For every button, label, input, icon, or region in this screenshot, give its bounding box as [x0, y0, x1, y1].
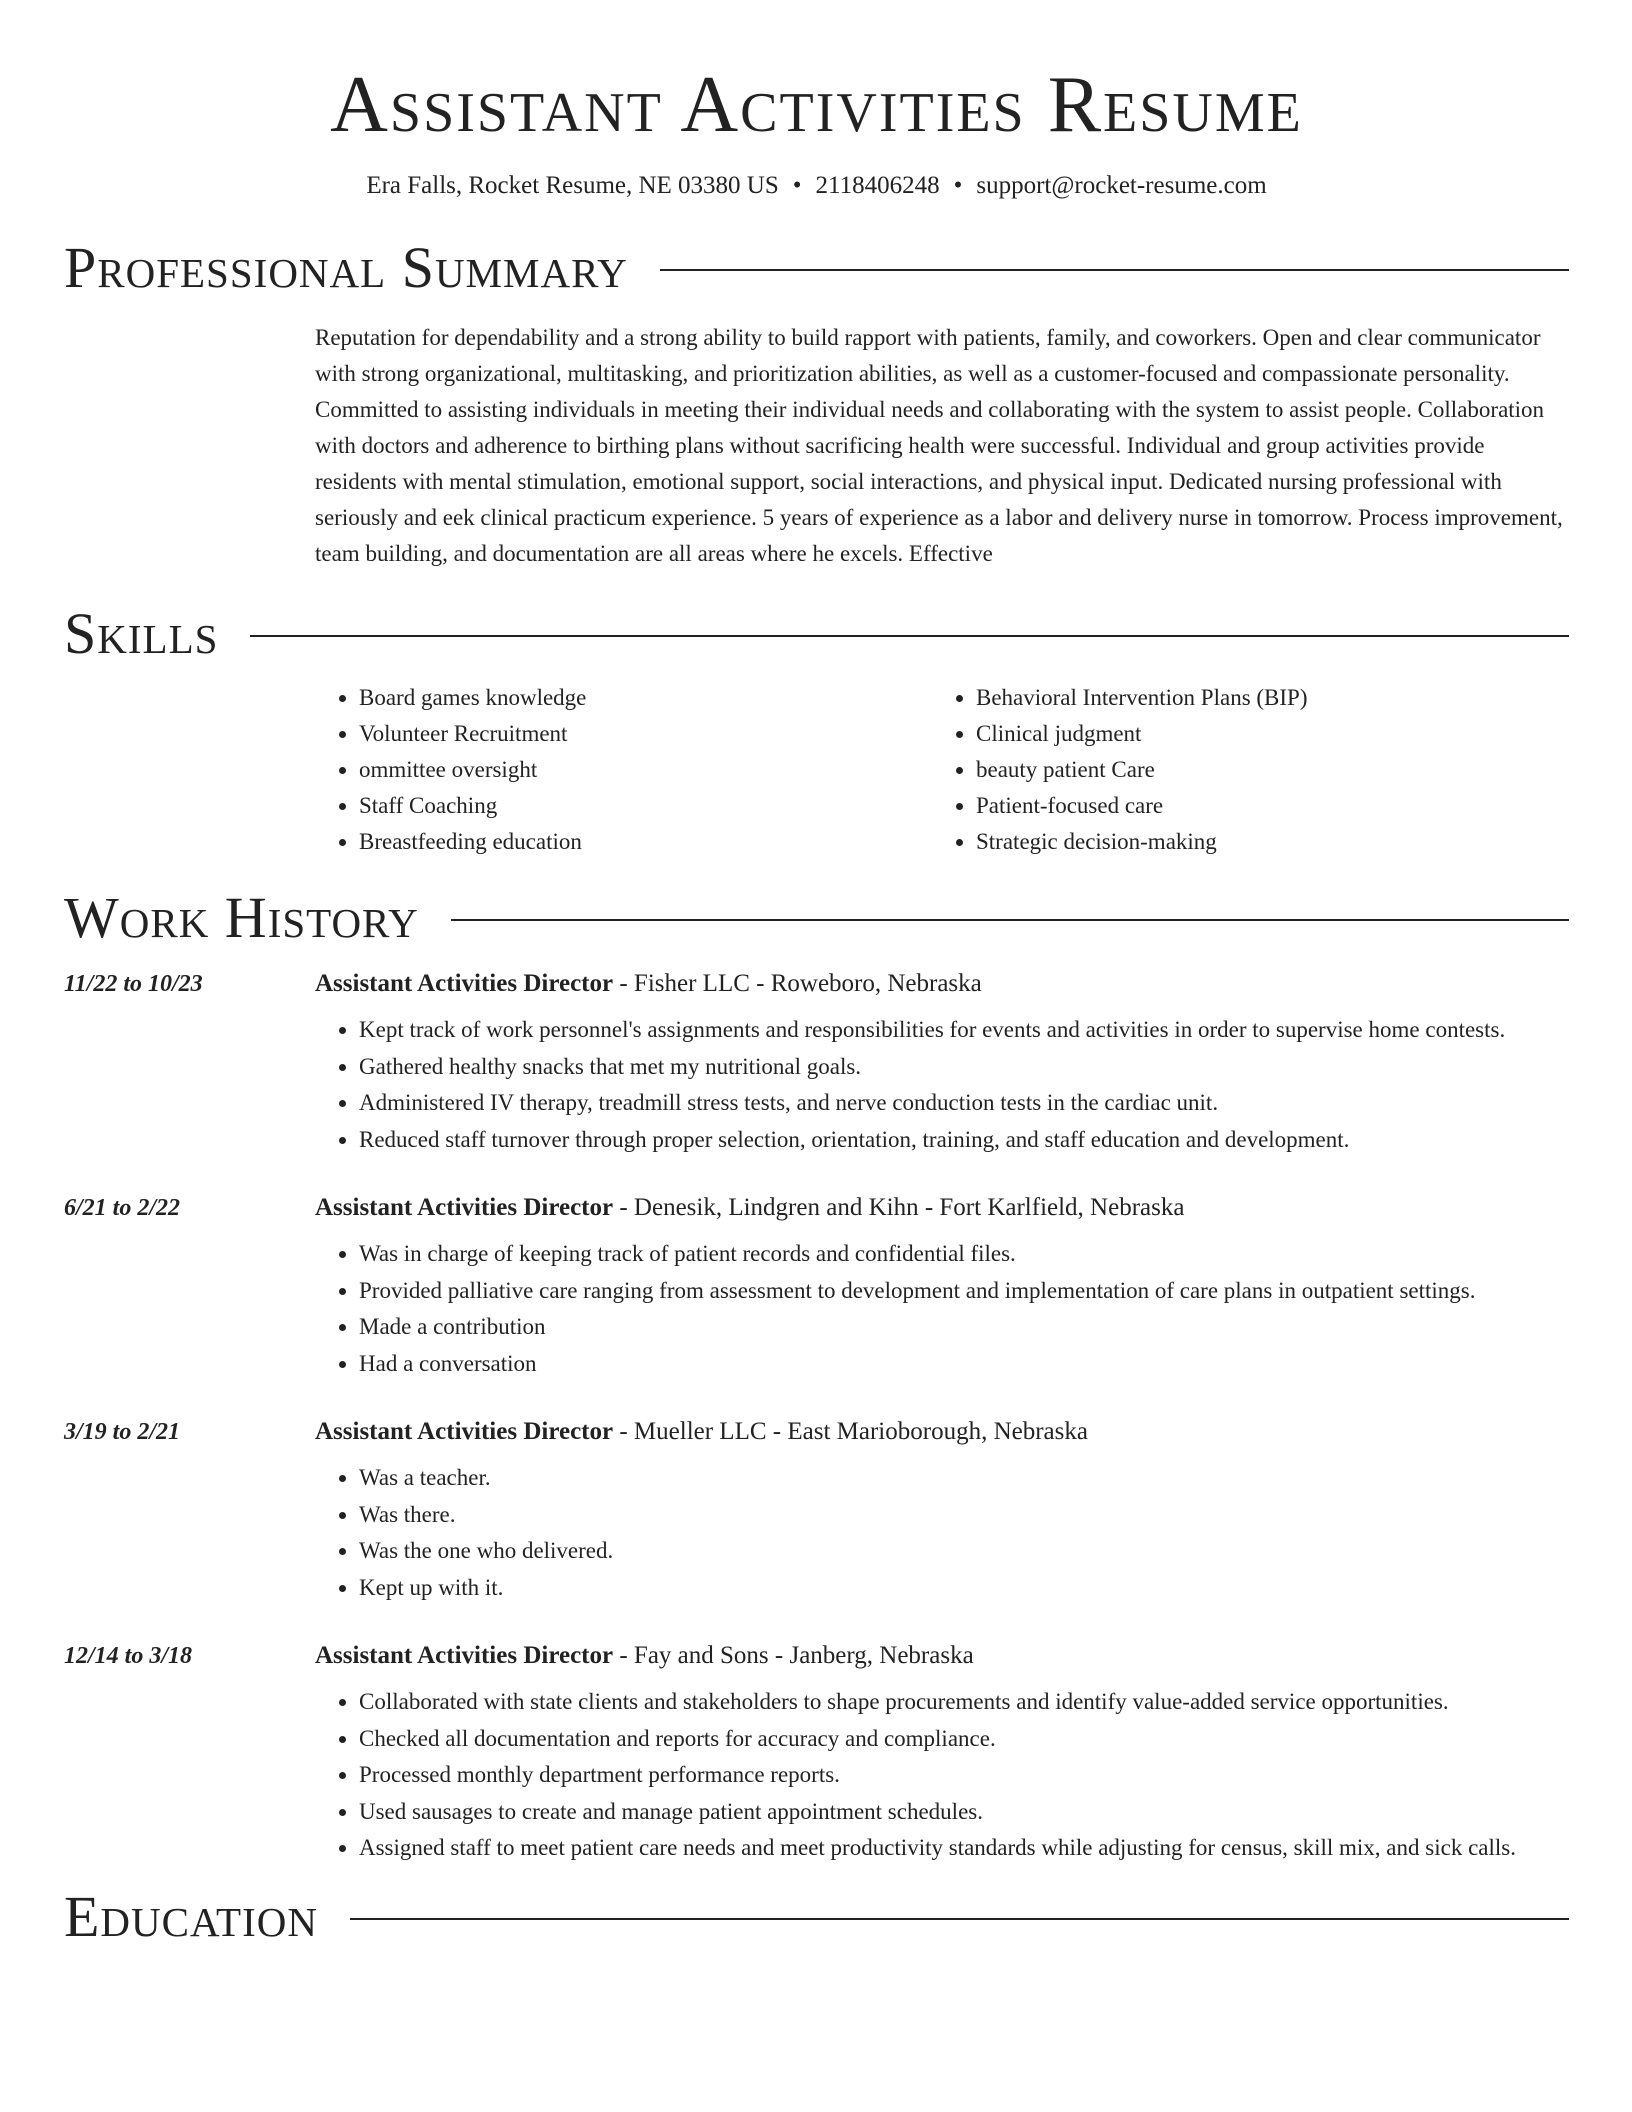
job-role: Assistant Activities Director: [315, 1418, 614, 1445]
section-rule: [660, 269, 1569, 271]
job-bullets: [315, 1684, 1569, 1867]
job-content: [315, 1636, 1569, 1867]
section-heading: Education: [64, 1883, 318, 1949]
job-dates: 3/19 to 2/21: [64, 1419, 181, 1445]
job-bullets: [315, 1012, 1569, 1158]
list-item: • Reduced staff turnover through proper selection, orientation, training, and staff education and development.: [359, 1122, 1569, 1159]
section-heading: Professional Summary: [64, 235, 628, 300]
contact-separator: •: [953, 172, 963, 199]
list-item: • Administered IV therapy, treadmill stress tests, and nerve conduction tests in the cardiac unit.: [359, 1085, 1569, 1122]
list-item: • Board games knowledge: [359, 680, 932, 716]
job-bullets: [315, 1236, 1569, 1382]
list-item: • Kept track of work personnel's assignments and responsibilities for events and activities in order to supervise home contests.: [359, 1012, 1569, 1049]
job-employer-location: - Denesik, Lindgren and Kihn - Fort Karlfield, Nebraska: [613, 1194, 1185, 1221]
job-dates: 11/22 to 10/23: [64, 971, 203, 997]
list-item: • Patient-focused care: [976, 788, 1549, 824]
job-heading: [315, 1412, 1569, 1452]
contact-phone: 2118406248: [815, 172, 940, 199]
list-item: • Was a teacher.: [359, 1460, 1569, 1497]
job-employer-location: - Fay and Sons - Janberg, Nebraska: [613, 1642, 974, 1669]
list-item: • Used sausages to create and manage patient appointment schedules.: [359, 1794, 1569, 1831]
list-item: • Had a conversation: [359, 1346, 1569, 1383]
job-heading: [315, 1636, 1569, 1676]
job-dates: 12/14 to 3/18: [64, 1643, 193, 1669]
job-role: Assistant Activities Director: [315, 1642, 614, 1669]
list-item: • Was in charge of keeping track of patient records and confidential files.: [359, 1236, 1569, 1273]
job-employer-location: - Mueller LLC - East Marioborough, Nebraska: [613, 1418, 1088, 1445]
job-dates: 6/21 to 2/22: [64, 1195, 181, 1221]
skills-grid: [315, 680, 1569, 860]
job-heading: [315, 1188, 1569, 1228]
job-content: [315, 1412, 1569, 1606]
job-role: Assistant Activities Director: [315, 970, 614, 997]
job-bullets: [315, 1460, 1569, 1606]
list-item: • Behavioral Intervention Plans (BIP): [976, 680, 1549, 716]
job-list: [64, 964, 1569, 1867]
section-work-history: [64, 886, 1569, 950]
job-entry: [64, 964, 1569, 1158]
list-item: • Was the one who delivered.: [359, 1533, 1569, 1570]
list-item: • beauty patient Care: [976, 752, 1549, 788]
contact-address: Era Falls, Rocket Resume, NE 03380 US: [366, 172, 779, 199]
summary-text: Reputation for dependability and a strong ability to build rapport with patients, family, and coworkers. Open and clear communicator with strong organizational, multitasking, and prioritization abilities, as well as a customer-focused and compassionate personality. Committed to assisting individuals in meeting their individual needs and collaborating with the system to assist people. Collaboration with doctors and adherence to birthing plans without sacrificing health were successful. Individual and group activities provide residents with mental stimulation, emotional support, social interactions, and physical input. Dedicated nursing professional with seriously and eek clinical practicum experience. 5 years of experience as a labor and delivery nurse in tomorrow. Process improvement, team building, and documentation are all areas where he excels. Effective: [315, 325, 1563, 566]
list-item: • Breastfeeding education: [359, 824, 932, 860]
job-entry: [64, 1188, 1569, 1382]
section-heading: Skills: [64, 601, 219, 666]
list-item: • Kept up with it.: [359, 1570, 1569, 1607]
resume-title: Assistant Activities Resume: [330, 61, 1303, 149]
list-item: • Was there.: [359, 1497, 1569, 1534]
contact-separator: •: [792, 172, 802, 199]
list-item: • ommittee oversight: [359, 752, 932, 788]
list-item: • Checked all documentation and reports for accuracy and compliance.: [359, 1721, 1569, 1758]
list-item: • Clinical judgment: [976, 716, 1549, 752]
contact-line: [64, 170, 1569, 202]
job-content: [315, 964, 1569, 1158]
skills-list-left: [315, 680, 932, 860]
list-item: • Made a contribution: [359, 1309, 1569, 1346]
list-item: • Collaborated with state clients and stakeholders to shape procurements and identify value-added service opportunities.: [359, 1684, 1569, 1721]
job-entry: [64, 1636, 1569, 1867]
job-entry: [64, 1412, 1569, 1606]
section-heading: Work History: [64, 885, 419, 950]
job-role: Assistant Activities Director: [315, 1194, 614, 1221]
list-item: • Processed monthly department performance reports.: [359, 1757, 1569, 1794]
list-item: • Provided palliative care ranging from assessment to development and implementation of care plans in outpatient settings.: [359, 1273, 1569, 1310]
resume-page: [64, 0, 1569, 1949]
job-employer-location: - Fisher LLC - Roweboro, Nebraska: [613, 970, 982, 997]
contact-email: support@rocket-resume.com: [976, 172, 1267, 199]
section-professional-summary: [64, 236, 1569, 300]
list-item: • Strategic decision-making: [976, 824, 1549, 860]
section-rule: [250, 635, 1569, 637]
job-heading: [315, 964, 1569, 1004]
job-content: [315, 1188, 1569, 1382]
skills-list-right: [932, 680, 1549, 860]
section-rule: [350, 1918, 1569, 1920]
list-item: • Assigned staff to meet patient care needs and meet productivity standards while adjusting for census, skill mix, and sick calls.: [359, 1830, 1569, 1867]
list-item: • Staff Coaching: [359, 788, 932, 824]
list-item: • Gathered healthy snacks that met my nutritional goals.: [359, 1049, 1569, 1086]
section-rule: [451, 919, 1569, 921]
section-education: [64, 1885, 1569, 1949]
section-skills: [64, 602, 1569, 666]
list-item: • Volunteer Recruitment: [359, 716, 932, 752]
